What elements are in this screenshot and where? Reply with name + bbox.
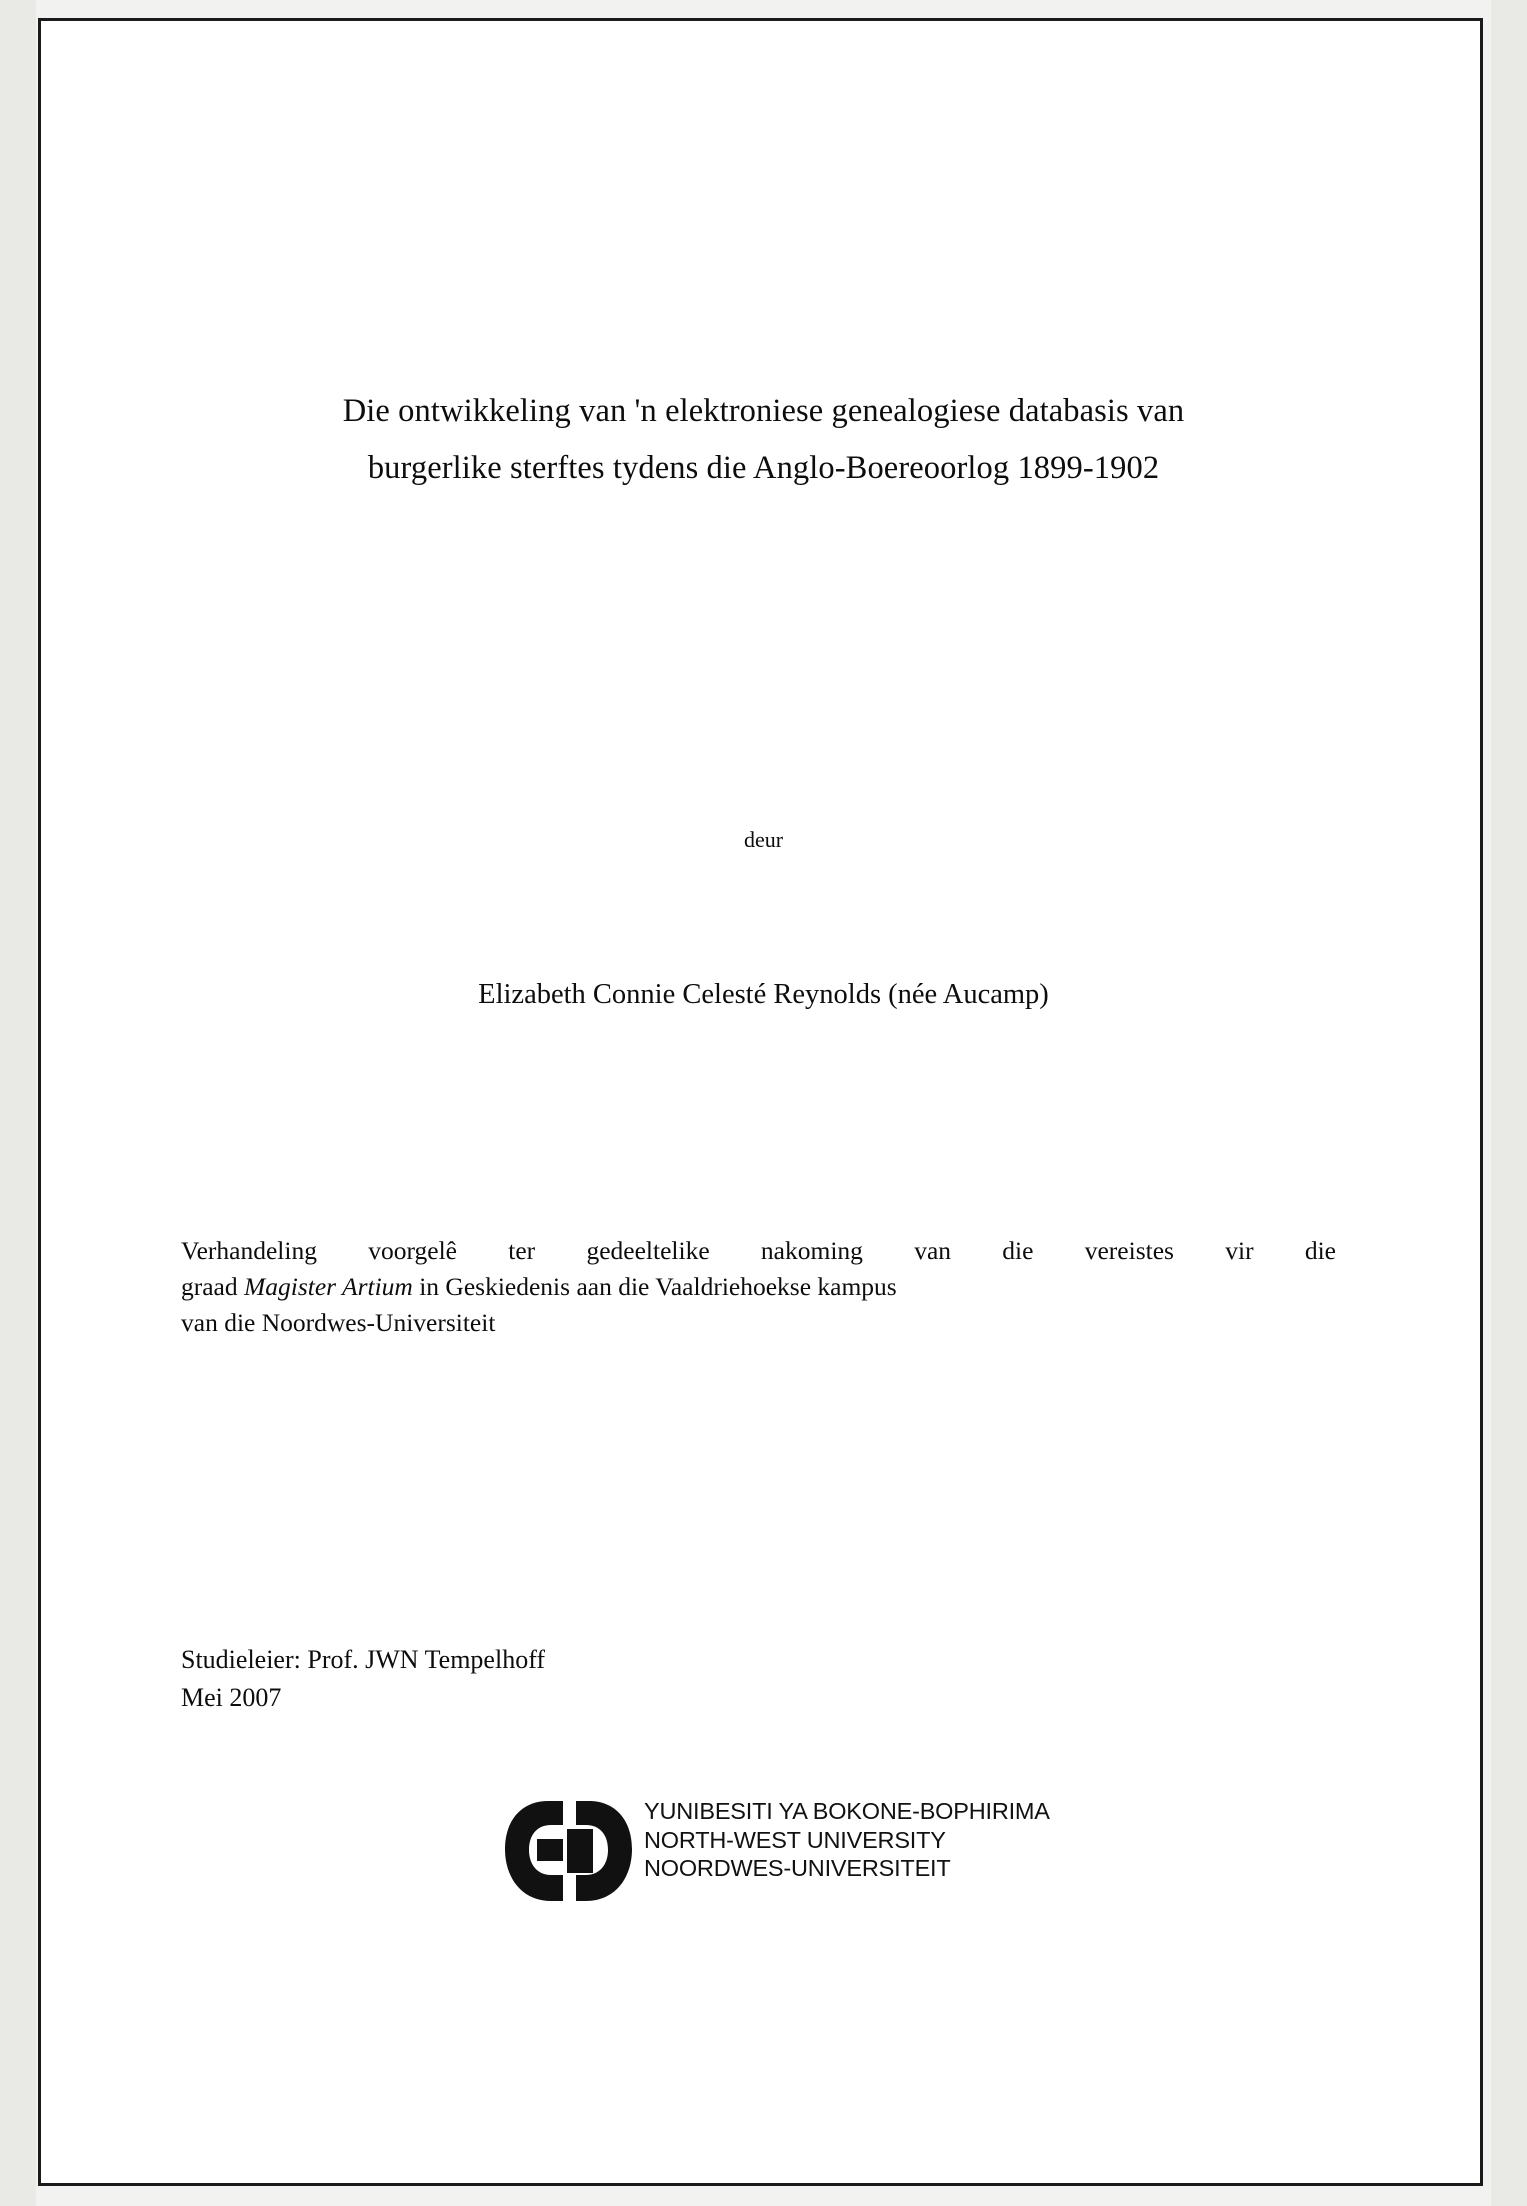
- nwu-logo-mark-icon: [501, 1799, 636, 1903]
- scan-edge-left: [0, 0, 36, 2206]
- logo-line-1: YUNIBESITI YA BOKONE-BOPHIRIMA: [644, 1798, 1050, 1824]
- page-title: [181, 383, 1346, 497]
- degree-statement-line-1: Verhandeling voorgelê ter gedeeltelike nakoming van die vereistes vir die: [181, 1236, 1336, 1265]
- degree-statement-line-2: [181, 1269, 1336, 1305]
- author-name: Elizabeth Connie Celesté Reynolds (née Aucamp): [478, 979, 1049, 1010]
- title-line-2: burgerlike sterftes tydens die Anglo-Boereoorlog 1899-1902: [367, 449, 1160, 486]
- supervisor-block: [181, 1641, 1181, 1716]
- title-line-1: Die ontwikkeling van 'n elektroniese genealogiese databasis van: [342, 393, 1185, 429]
- university-logo: [501, 1793, 1141, 1913]
- page-inner: [41, 21, 1480, 2183]
- submission-date: Mei 2007: [181, 1682, 282, 1712]
- supervisor-name: Studieleier: Prof. JWN Tempelhoff: [181, 1645, 546, 1674]
- page-frame: [38, 18, 1483, 2186]
- degree-statement-line-2-suffix: in Geskiedenis aan die Vaaldriehoekse kampus: [412, 1272, 897, 1302]
- logo-line-2: NORTH-WEST UNIVERSITY: [644, 1826, 946, 1853]
- degree-statement: [181, 1233, 1336, 1342]
- title-page-content: [181, 21, 1346, 2183]
- degree-statement-line-2-prefix: graad: [181, 1272, 245, 1302]
- logo-line-3: NOORDWES-UNIVERSITEIT: [644, 1855, 951, 1882]
- by-label: deur: [743, 827, 784, 852]
- university-logo-text: [644, 1797, 1050, 1883]
- degree-name: Magister Artium: [244, 1272, 413, 1302]
- degree-statement-line-3: van die Noordwes-Universiteit: [181, 1308, 496, 1338]
- scan-edge-right: [1491, 0, 1527, 2206]
